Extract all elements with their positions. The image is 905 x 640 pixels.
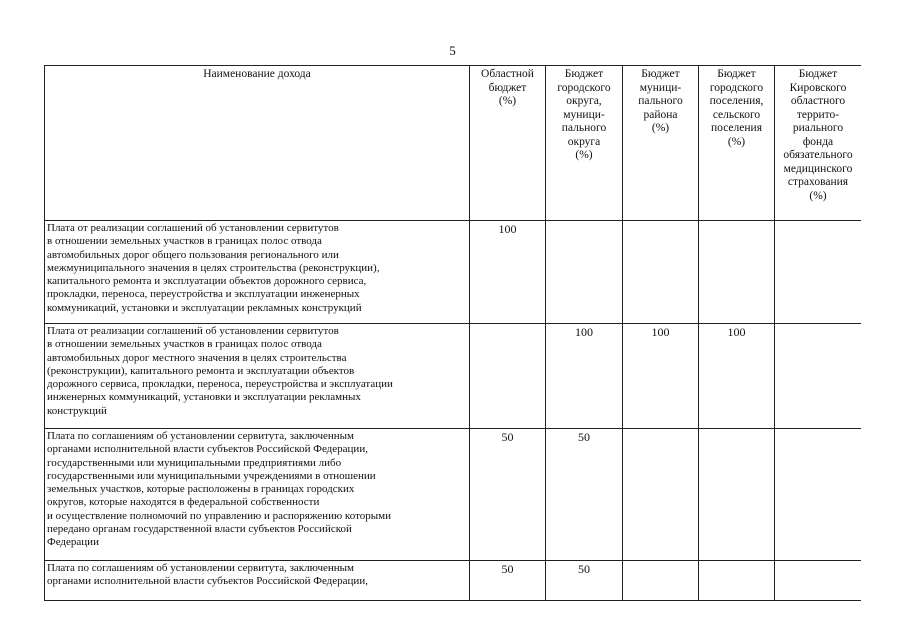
col-regional-budget-cell: 50 [470,561,546,601]
col-municipal-district-budget-header: Бюджет муници- пального района (%) [623,66,699,221]
col-municipal-district-budget-cell [623,221,699,324]
col-medical-insurance-fund-header: Бюджет Кировского областного террито- риального фонда обязательного медицинского страхования (%) [775,66,862,221]
col-settlement-budget-cell [699,561,775,601]
col-regional-budget-cell: 100 [470,221,546,324]
table-container [44,65,861,640]
col-city-district-budget-cell: 50 [546,561,623,601]
table-row [45,561,862,601]
table-header-row [45,66,862,221]
table-row [45,221,862,324]
table-row [45,429,862,561]
col-settlement-budget-cell: 100 [699,324,775,429]
col-city-district-budget-cell [546,221,623,324]
col-municipal-district-budget-cell [623,429,699,561]
col-city-district-budget-cell: 100 [546,324,623,429]
col-city-district-budget-cell: 50 [546,429,623,561]
income-name-cell: Плата от реализации соглашений об установлении сервитутов в отношении земельных участков в границах полос отвода автомобильных дорог местного значения в целях строительства (реконструкции), капитального ремонта и эксплуатации объектов дорожного сервиса, прокладки, переноса, переустройства и эксплуатации инженерных коммуникаций, установки и эксплуатации рекламных конструкций [45,324,470,429]
income-distribution-table [44,65,861,601]
table-row [45,324,862,429]
col-income-name-header: Наименование дохода [45,66,470,221]
page-number: 5 [449,43,456,58]
table-body [45,221,862,601]
col-regional-budget-cell [470,324,546,429]
income-name-cell: Плата по соглашениям об установлении сервитута, заключенным органами исполнительной власти субъектов Российской Федерации, государственными или муниципальными предприятиями либо государственными или муниципальными учреждениями в отношении земельных участков, которые расположены в границах городских округов, которые находятся в федеральной собственности и осуществление полномочий по управлению и распоряжению которыми передано органам государственной власти субъектов Российской Федерации [45,429,470,561]
col-settlement-budget-cell [699,429,775,561]
col-medical-insurance-fund-cell [775,429,862,561]
col-medical-insurance-fund-cell [775,221,862,324]
col-settlement-budget-header: Бюджет городского поселения, сельского поселения (%) [699,66,775,221]
col-regional-budget-cell: 50 [470,429,546,561]
col-medical-insurance-fund-cell [775,561,862,601]
col-settlement-budget-cell [699,221,775,324]
col-municipal-district-budget-cell [623,561,699,601]
col-municipal-district-budget-cell: 100 [623,324,699,429]
income-name-cell: Плата от реализации соглашений об установлении сервитутов в отношении земельных участков в границах полос отвода автомобильных дорог общего пользования регионального или межмуниципального значения в целях строительства (реконструкции), капитального ремонта и эксплуатации объектов дорожного сервиса, прокладки, переноса, переустройства и эксплуатации инженерных коммуникаций, установки и эксплуатации рекламных конструкций [45,221,470,324]
col-medical-insurance-fund-cell [775,324,862,429]
col-city-district-budget-header: Бюджет городского округа, муници- пального округа (%) [546,66,623,221]
income-name-cell: Плата по соглашениям об установлении сервитута, заключенным органами исполнительной власти субъектов Российской Федерации, [45,561,470,601]
col-regional-budget-header: Областной бюджет (%) [470,66,546,221]
